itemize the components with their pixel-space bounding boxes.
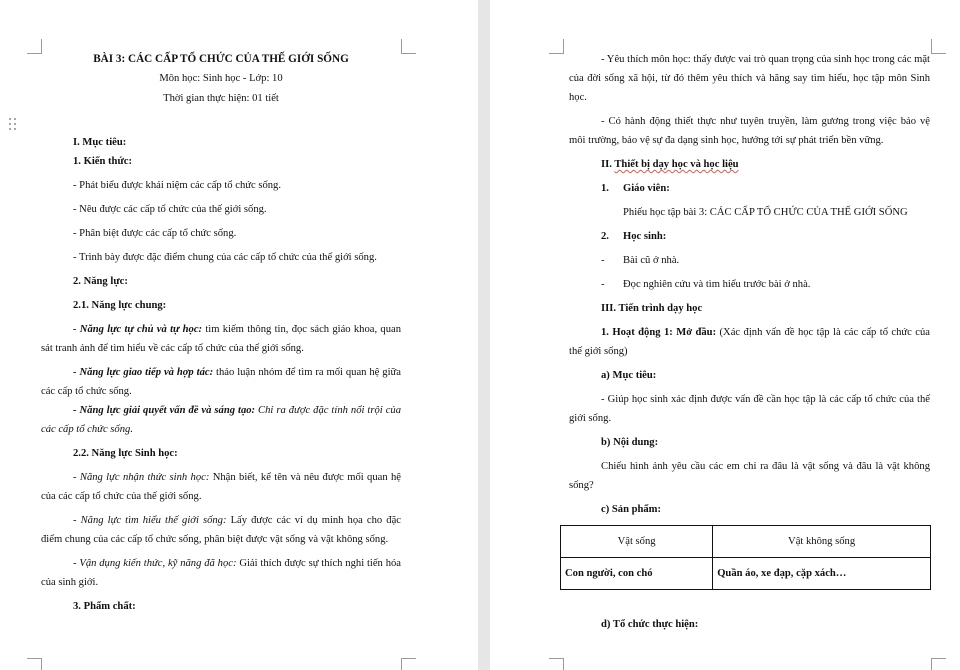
item-text: thảo luận nhóm để tìm ra mối quan hệ giữa các cấp tổ chức sống. bbox=[41, 367, 401, 397]
crop-mark-bottom-right bbox=[931, 658, 946, 670]
heading-number: II. bbox=[601, 159, 615, 170]
teacher-heading bbox=[569, 179, 930, 198]
student-item bbox=[569, 251, 930, 270]
table-header-cell: Vật không sống bbox=[713, 526, 931, 558]
student-heading bbox=[569, 227, 930, 246]
biology-competence-item bbox=[41, 468, 401, 506]
content-heading: b) Nội dung: bbox=[601, 437, 659, 448]
general-competence-item bbox=[41, 320, 401, 358]
qualities-heading: 3. Phẩm chất: bbox=[73, 601, 136, 612]
crop-mark-top-right bbox=[401, 39, 416, 54]
knowledge-item: - Phân biệt được các cấp tổ chức sống. bbox=[73, 228, 237, 239]
item-label: - Năng lực giải quyết vấn đề và sáng tạo: bbox=[73, 405, 256, 416]
item-text: Giải thích được sự thích nghi tiến hóa của sinh giới. bbox=[41, 558, 401, 588]
activity-text: (Xác định vấn đề học tập là các cấp tổ chức của thế giới sống) bbox=[569, 327, 930, 357]
bullet-dash: - bbox=[601, 255, 605, 266]
organize-heading: d) Tổ chức thực hiện: bbox=[601, 619, 699, 630]
item-label: - Năng lực giao tiếp và hợp tác: bbox=[73, 367, 214, 378]
general-competence-heading: 2.1. Năng lực chung: bbox=[73, 300, 167, 311]
general-competence-item bbox=[41, 363, 401, 401]
item-text: Chỉ ra được đặc tính nổi trội của các cấp tổ chức sống. bbox=[41, 405, 401, 435]
table-row bbox=[561, 558, 931, 590]
crop-mark-bottom-right bbox=[401, 658, 416, 670]
knowledge-item: - Trình bày được đặc điểm chung của các cấp tổ chức của thế giới sống. bbox=[73, 252, 377, 263]
qualities-item: - Có hành động thiết thực như tuyên truyền, làm gương trong việc bảo vệ môi trường, bảo vệ sự đa dạng sinh học, hướng tới sự phát triển bền vững. bbox=[569, 116, 930, 146]
crop-mark-bottom-left bbox=[549, 658, 564, 670]
item-text: Bài cũ ở nhà. bbox=[623, 255, 680, 266]
item-label: - Năng lực tìm hiểu thế giới sống: bbox=[73, 515, 227, 526]
table-header-cell: Vật sống bbox=[561, 526, 713, 558]
document-page-left bbox=[0, 0, 478, 670]
equipment-heading bbox=[569, 155, 930, 174]
right-page-content bbox=[565, 50, 930, 639]
subject-line: Môn học: Sinh học - Lớp: 10 bbox=[159, 73, 283, 84]
list-number: 2. bbox=[601, 231, 609, 242]
heading-text: Thiết bị dạy học và học liệu bbox=[614, 159, 739, 170]
content-text: Chiếu hình ảnh yêu cầu các em chỉ ra đâu là vật sống và đâu là vật không sống? bbox=[569, 461, 930, 491]
table-cell: Quần áo, xe đạp, cặp xách… bbox=[713, 558, 931, 590]
crop-mark-top-left bbox=[549, 39, 564, 54]
list-number: 1. bbox=[601, 183, 609, 194]
biology-competence-item bbox=[41, 511, 401, 549]
heading-text: Giáo viên: bbox=[623, 183, 670, 194]
lesson-title: BÀI 3: CÁC CẤP TỔ CHỨC CỦA THẾ GIỚI SỐNG bbox=[93, 53, 349, 65]
process-heading: III. Tiến trình dạy học bbox=[601, 303, 703, 314]
document-page-right bbox=[490, 0, 960, 670]
qualities-item: - Yêu thích môn học: thấy được vai trò quan trọng của sinh học trong các mặt của đời sống xã hội, từ đó thêm yêu thích và hăng say tìm hiểu, học tập môn Sinh học. bbox=[569, 54, 930, 103]
biology-competence-heading: 2.2. Năng lực Sinh học: bbox=[73, 448, 178, 459]
bullet-dash: - bbox=[601, 279, 605, 290]
item-text: Lấy được các ví dụ minh họa cho đặc điểm chung của các cấp tổ chức sống, phân biệt được vật sống và vật không sống. bbox=[41, 515, 401, 545]
item-text: Nhận biết, kể tên và nêu được mối quan hệ của các cấp tổ chức của thế giới sống. bbox=[41, 472, 401, 502]
objectives-heading: I. Mục tiêu: bbox=[73, 137, 127, 148]
knowledge-item: - Nêu được các cấp tổ chức của thế giới sống. bbox=[73, 204, 267, 215]
product-table bbox=[560, 525, 931, 590]
activity1-paragraph bbox=[569, 323, 930, 361]
duration-line: Thời gian thực hiện: 01 tiết bbox=[163, 93, 279, 104]
crop-mark-top-right bbox=[931, 39, 946, 54]
item-label: - Năng lực tự chủ và tự học: bbox=[73, 324, 203, 335]
general-competence-item bbox=[41, 401, 401, 439]
heading-text: Học sinh: bbox=[623, 231, 667, 242]
item-text: tìm kiếm thông tin, đọc sách giáo khoa, quan sát tranh ảnh để tìm hiểu về các cấp tổ chức của thế giới sống. bbox=[41, 324, 401, 354]
knowledge-item: - Phát biểu được khái niệm các cấp tổ chức sống. bbox=[73, 180, 282, 191]
item-label: - Năng lực nhận thức sinh học: bbox=[73, 472, 210, 483]
crop-mark-bottom-left bbox=[27, 658, 42, 670]
teacher-item: Phiếu học tập bài 3: CÁC CẤP TỔ CHỨC CỦA THẾ GIỚI SỐNG bbox=[623, 207, 908, 218]
competence-heading: 2. Năng lực: bbox=[73, 276, 128, 287]
student-item bbox=[569, 275, 930, 294]
item-text: Đọc nghiên cứu và tìm hiểu trước bài ở nhà. bbox=[623, 279, 811, 290]
table-header-row bbox=[561, 526, 931, 558]
table-cell: Con người, con chó bbox=[561, 558, 713, 590]
item-label: - Vận dụng kiến thức, kỹ năng đã học: bbox=[73, 558, 237, 569]
product-heading: c) Sản phẩm: bbox=[601, 504, 662, 515]
drag-handle-icon[interactable] bbox=[9, 118, 18, 134]
activity-label: 1. Hoạt động 1: Mở đầu: bbox=[601, 327, 717, 338]
biology-competence-item bbox=[41, 554, 401, 592]
goal-heading: a) Mục tiêu: bbox=[601, 370, 657, 381]
left-page-content bbox=[41, 50, 401, 621]
knowledge-heading: 1. Kiến thức: bbox=[73, 156, 133, 167]
crop-mark-top-left bbox=[27, 39, 42, 54]
goal-text: - Giúp học sinh xác định được vấn đề cần học tập là các cấp tổ chức của thế giới sống. bbox=[569, 394, 930, 424]
